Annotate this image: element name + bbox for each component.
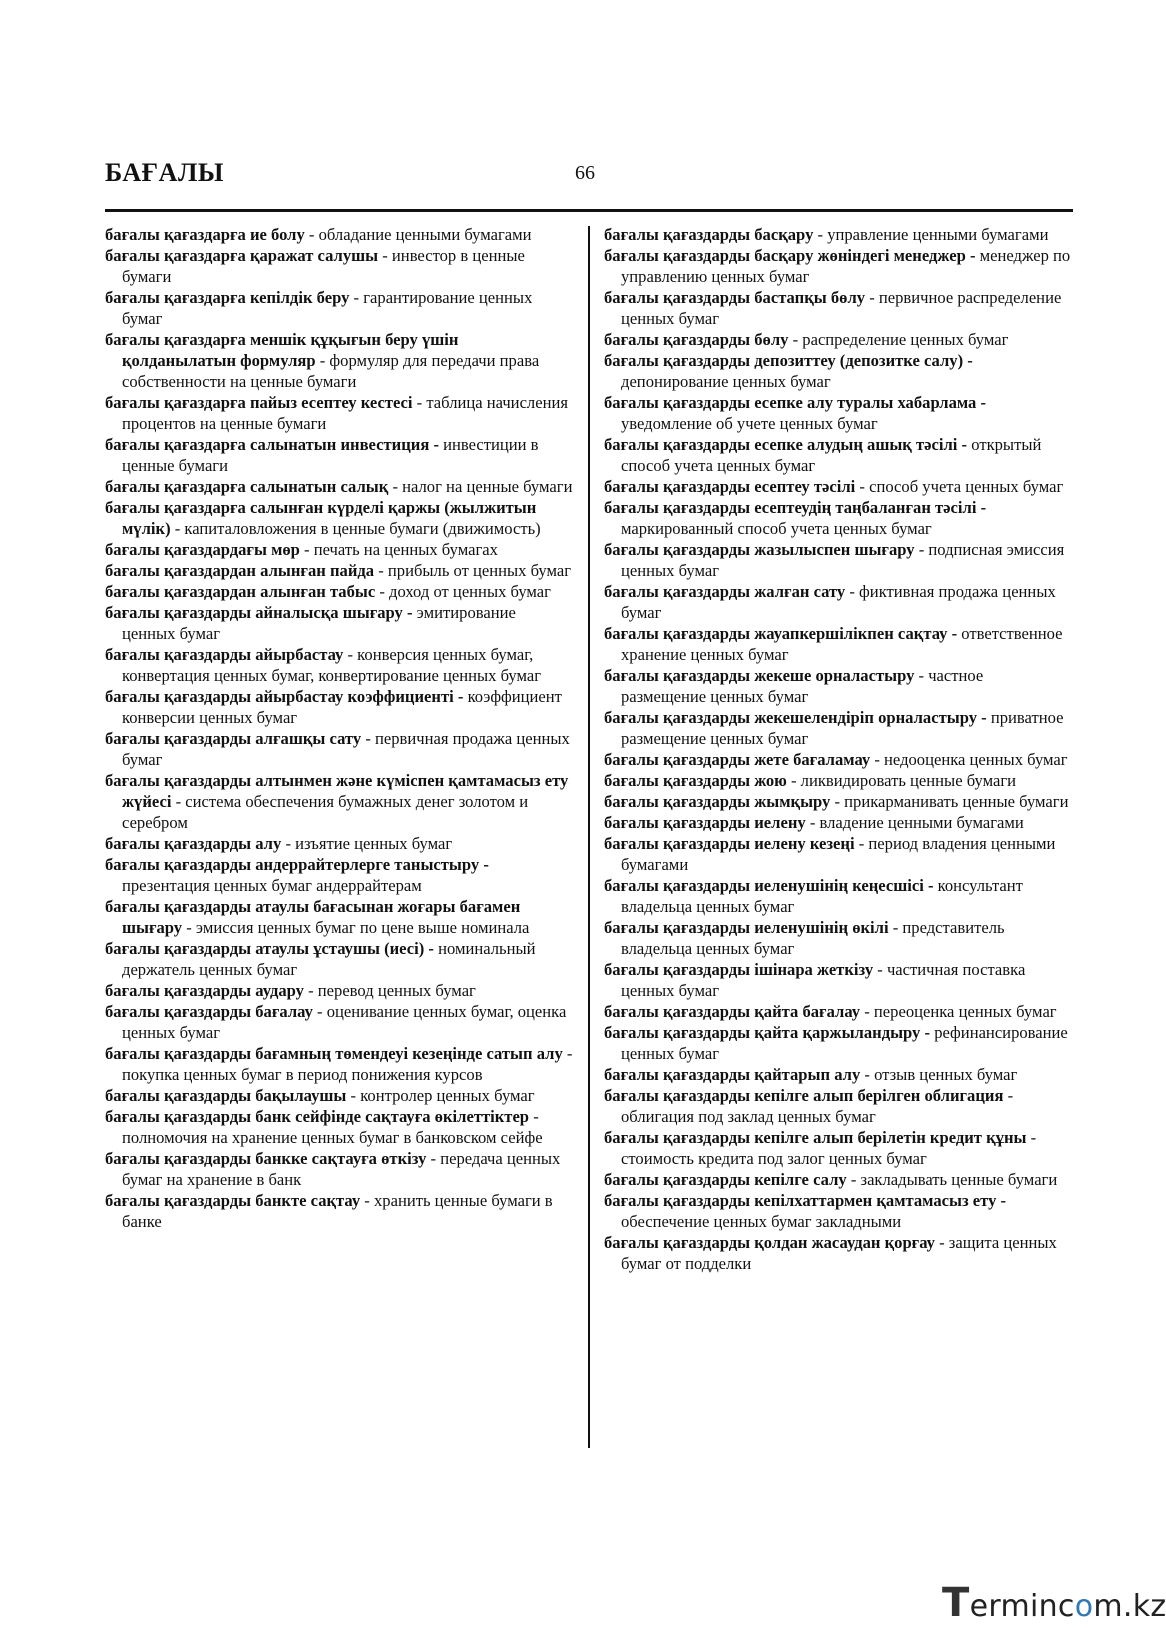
- dictionary-entry: [604, 749, 1072, 770]
- dictionary-entry: [604, 623, 1072, 665]
- entry-term: бағалы қағаздарға кепілдік беру: [105, 288, 350, 307]
- entry-definition: менеджер по управлению ценных бумаг: [621, 246, 1071, 286]
- entry-definition: - эмиссия ценных бумаг по цене выше номинала: [182, 918, 530, 937]
- entry-definition: - изъятие ценных бумаг: [281, 834, 453, 853]
- entry-term: бағалы қағаздарды алғашқы сату: [105, 729, 362, 748]
- entry-definition: - налог на ценные бумаги: [388, 477, 573, 496]
- entry-definition: - представитель владельца ценных бумаг: [621, 918, 1005, 958]
- dictionary-entry: [105, 1043, 573, 1085]
- dictionary-entry: [105, 854, 573, 896]
- dictionary-entry: [604, 812, 1072, 833]
- entry-term: бағалы қағаздарды есепке алудың ашық тәсілі -: [604, 435, 968, 454]
- entry-term: бағалы қағаздарды бағамның төмендеуі кезеңінде сатып алу: [105, 1044, 563, 1063]
- entry-definition: - конверсия ценных бумаг, конвертация ценных бумаг, конвертирование ценных бумаг: [122, 645, 542, 685]
- dictionary-entry: [105, 581, 573, 602]
- dictionary-entry: [105, 1106, 573, 1148]
- dictionary-entry: [604, 833, 1072, 875]
- dictionary-entry: [604, 791, 1072, 812]
- entry-definition: - инвестор в ценные бумаги: [122, 246, 525, 286]
- entry-definition: - распределение ценных бумаг: [788, 330, 1009, 349]
- dictionary-entry: [604, 224, 1072, 245]
- entry-definition: - покупка ценных бумаг в период понижения курсов: [122, 1044, 573, 1084]
- entry-term: бағалы қағаздарды жауапкершілікпен сақтау -: [604, 624, 958, 643]
- dictionary-entry: [604, 287, 1072, 329]
- entry-term: бағалы қағаздарды есептеудің таңбаланған тәсілі -: [604, 498, 987, 517]
- entry-definition: консультант владельца ценных бумаг: [621, 876, 1023, 916]
- entry-definition: номинальный держатель ценных бумаг: [122, 939, 536, 979]
- dictionary-entry: [604, 350, 1072, 392]
- entry-definition: - передача ценных бумаг на хранение в банк: [122, 1149, 561, 1189]
- entry-term: бағалы қағаздарды жекешелендіріп орналастыру -: [604, 708, 987, 727]
- dictionary-entry: [105, 1001, 573, 1043]
- entry-definition: эмитирование ценных бумаг: [122, 603, 516, 643]
- entry-term: бағалы қағаздарды иелену: [604, 813, 806, 832]
- entry-definition: ответственное хранение ценных бумаг: [621, 624, 1063, 664]
- entry-term: бағалы қағаздарды банк сейфінде сақтауға өкілеттіктер: [105, 1107, 530, 1126]
- entry-definition: - первичное распределение ценных бумаг: [621, 288, 1062, 328]
- entry-term: бағалы қағаздарды иеленушінің өкілі: [604, 918, 889, 937]
- entry-definition: - облигация под заклад ценных бумаг: [621, 1086, 1014, 1126]
- entry-term: бағалы қағаздарды жою: [604, 771, 787, 790]
- entry-definition: рефинансирование ценных бумаг: [621, 1023, 1068, 1063]
- entry-definition: - прибыль от ценных бумаг: [374, 561, 572, 580]
- dictionary-entry: [105, 539, 573, 560]
- entry-term: бағалы қағаздарды жазылыспен шығару: [604, 540, 915, 559]
- entry-definition: - доход от ценных бумаг: [375, 582, 551, 601]
- entry-term: бағалы қағаздарды жете бағаламау: [604, 750, 871, 769]
- entry-definition: - частичная поставка ценных бумаг: [621, 960, 1026, 1000]
- entry-definition: маркированный способ учета ценных бумаг: [621, 519, 932, 538]
- dictionary-entry: [604, 707, 1072, 749]
- entry-definition: - печать на ценных бумагах: [299, 540, 498, 559]
- dictionary-entry: [105, 770, 573, 833]
- entry-definition: - фиктивная продажа ценных бумаг: [621, 582, 1056, 622]
- dictionary-entry: [604, 434, 1072, 476]
- dictionary-entry: [604, 581, 1072, 623]
- entry-term: бағалы қағаздарға салынған күрделі қаржы (жылжитын мүлік): [105, 498, 537, 538]
- entry-term: бағалы қағаздарды есептеу тәсілі: [604, 477, 856, 496]
- dictionary-entry: [105, 329, 573, 392]
- entry-term: бағалы қағаздарды кепілге алып берілетін кредит құны: [604, 1128, 1027, 1147]
- entry-term: бағалы қағаздарды басқару: [604, 225, 814, 244]
- dictionary-entry: [604, 497, 1072, 539]
- dictionary-entry: [105, 1190, 573, 1232]
- entry-term: бағалы қағаздарды банкте сақтау: [105, 1191, 361, 1210]
- dictionary-entry: [105, 497, 573, 539]
- entry-term: бағалы қағаздарды бастапқы бөлу: [604, 288, 866, 307]
- dictionary-entry: [604, 1085, 1072, 1127]
- dictionary-entry: [604, 1190, 1072, 1232]
- entry-definition: - обладание ценными бумагами: [304, 225, 532, 244]
- entry-definition: - владение ценными бумагами: [805, 813, 1024, 832]
- entry-definition: - оценивание ценных бумаг, оценка ценных бумаг: [122, 1002, 567, 1042]
- entry-term: бағалы қағаздарға салынатын салық: [105, 477, 389, 496]
- dictionary-entry: [105, 896, 573, 938]
- dictionary-entry: [105, 224, 573, 245]
- entry-term: бағалы қағаздарды аудару: [105, 981, 304, 1000]
- dictionary-entry: [105, 287, 573, 329]
- entry-term: бағалы қағаздарды иеленушінің кеңесшісі -: [604, 876, 934, 895]
- entry-term: бағалы қағаздарды бақылаушы: [105, 1086, 347, 1105]
- entry-definition: - закладывать ценные бумаги: [846, 1170, 1058, 1189]
- entry-definition: - управление ценными бумагами: [813, 225, 1049, 244]
- entry-term: бағалы қағаздарға қаражат салушы: [105, 246, 379, 265]
- dictionary-entry: [105, 1085, 573, 1106]
- entry-definition: - капиталовложения в ценные бумаги (движимость): [170, 519, 541, 538]
- entry-term: бағалы қағаздарды атаулы ұстаушы (иесі) -: [105, 939, 434, 958]
- dictionary-entry: [604, 770, 1072, 791]
- dictionary-entry: [604, 329, 1072, 350]
- entry-term: бағалы қағаздарды айналысқа шығару -: [105, 603, 413, 622]
- entry-term: бағалы қағаздардан алынған табыс: [105, 582, 376, 601]
- entry-definition: - первичная продажа ценных бумаг: [122, 729, 570, 769]
- entry-term: бағалы қағаздарды айырбастау: [105, 645, 344, 664]
- dictionary-entry: [604, 665, 1072, 707]
- entry-definition: депонирование ценных бумаг: [621, 372, 831, 391]
- entry-term: бағалы қағаздарды қайта бағалау: [604, 1002, 861, 1021]
- entry-term: бағалы қағаздарды андеррайтерлерге таныстыру -: [105, 855, 489, 874]
- dictionary-entry: [604, 917, 1072, 959]
- entry-term: бағалы қағаздарды жымқыру: [604, 792, 831, 811]
- entry-definition: - защита ценных бумаг от подделки: [621, 1233, 1057, 1273]
- dictionary-entry: [105, 644, 573, 686]
- entry-term: бағалы қағаздарды атаулы бағасынан жоғары бағамен шығару: [105, 897, 521, 937]
- entry-term: бағалы қағаздарды кепілге алып берілген облигация: [604, 1086, 1004, 1105]
- dictionary-entry: [604, 245, 1072, 287]
- entry-definition: - полномочия на хранение ценных бумаг в банковском сейфе: [122, 1107, 543, 1147]
- entry-term: бағалы қағаздарды алтынмен және күміспен қамтамасыз ету жүйесі: [105, 771, 569, 811]
- entry-term: бағалы қағаздарға ие болу: [105, 225, 305, 244]
- right-column: [604, 224, 1072, 1274]
- entry-term: бағалы қағаздарға салынатын инвестиция -: [105, 435, 439, 454]
- entry-definition: открытый способ учета ценных бумаг: [621, 435, 1042, 475]
- entry-term: бағалы қағаздарды иелену кезеңі: [604, 834, 855, 853]
- entry-definition: - период владения ценными бумагами: [621, 834, 1056, 874]
- entry-term: бағалы қағаздарды қолдан жасаудан қорғау: [604, 1233, 935, 1252]
- entry-definition: приватное размещение ценных бумаг: [621, 708, 1064, 748]
- dictionary-entry: [105, 1148, 573, 1190]
- dictionary-entry: [604, 1127, 1072, 1169]
- entry-definition: коэффициент конверсии ценных бумаг: [122, 687, 562, 727]
- entry-term: бағалы қағаздарды бөлу: [604, 330, 789, 349]
- entry-definition: презентация ценных бумаг андеррайтерам: [122, 876, 422, 895]
- dictionary-entry: [604, 1169, 1072, 1190]
- left-column: [105, 224, 573, 1232]
- dictionary-entry: [604, 539, 1072, 581]
- entry-definition: - ликвидировать ценные бумаги: [786, 771, 1017, 790]
- dictionary-entry: [604, 1064, 1072, 1085]
- entry-term: бағалы қағаздарды бағалау: [105, 1002, 313, 1021]
- entry-term: бағалы қағаздарды қайта қаржыландыру -: [604, 1023, 931, 1042]
- dictionary-entry: [604, 875, 1072, 917]
- header-rule: [105, 209, 1073, 212]
- dictionary-entry: [105, 245, 573, 287]
- dictionary-entry: [105, 980, 573, 1001]
- entry-term: бағалы қағаздарды кепілхаттармен қамтамасыз ету -: [604, 1191, 1007, 1210]
- entry-term: бағалы қағаздарға пайыз есептеу кестесі: [105, 393, 413, 412]
- dictionary-entry: [105, 602, 573, 644]
- entry-definition: обеспечение ценных бумаг закладными: [621, 1212, 902, 1231]
- entry-term: бағалы қағаздарды банкке сақтауға өткізу: [105, 1149, 427, 1168]
- entry-definition: - перевод ценных бумаг: [303, 981, 476, 1000]
- dictionary-entry: [604, 1232, 1072, 1274]
- entry-definition: - переоценка ценных бумаг: [860, 1002, 1057, 1021]
- entry-term: бағалы қағаздарды ішінара жеткізу: [604, 960, 874, 979]
- entry-term: бағалы қағаздарды қайтарып алу: [604, 1065, 861, 1084]
- entry-definition: - недооценка ценных бумаг: [870, 750, 1068, 769]
- termincom-logo[interactable]: Termincom.kz: [942, 1580, 1166, 1626]
- dictionary-entry: [105, 560, 573, 581]
- dictionary-entry: [105, 392, 573, 434]
- entry-definition: - гарантирование ценных бумаг: [122, 288, 533, 328]
- dictionary-entry: [105, 938, 573, 980]
- entry-definition: - система обеспечения бумажных денег золотом и серебром: [122, 792, 529, 832]
- entry-definition: - подписная эмиссия ценных бумаг: [621, 540, 1065, 580]
- entry-definition: - таблица начисления процентов на ценные бумаги: [122, 393, 568, 433]
- entry-term: бағалы қағаздарды айырбастау коэффициенті -: [105, 687, 464, 706]
- entry-term: бағалы қағаздарды жалған сату: [604, 582, 846, 601]
- entry-term: бағалы қағаздарды кепілге салу: [604, 1170, 847, 1189]
- entry-definition: - частное размещение ценных бумаг: [621, 666, 984, 706]
- entry-term: бағалы қағаздарды басқару жөніндегі менеджер -: [604, 246, 976, 265]
- column-divider: [588, 226, 590, 1448]
- entry-definition: инвестиции в ценные бумаги: [122, 435, 539, 475]
- entry-term: бағалы қағаздардағы мөр: [105, 540, 300, 559]
- entry-definition: - прикарманивать ценные бумаги: [830, 792, 1069, 811]
- entry-term: бағалы қағаздарға меншік құқығын беру үшін қолданылатын формуляр: [105, 330, 459, 370]
- entry-definition: - контролер ценных бумаг: [346, 1086, 535, 1105]
- dictionary-entry: [604, 1022, 1072, 1064]
- entry-definition: - отзыв ценных бумаг: [860, 1065, 1018, 1084]
- dictionary-entry: [105, 434, 573, 476]
- dictionary-entry: [604, 1001, 1072, 1022]
- dictionary-entry: [105, 728, 573, 770]
- entry-definition: уведомление об учете ценных бумаг: [621, 414, 878, 433]
- dictionary-entry: [105, 833, 573, 854]
- dictionary-entry: [105, 476, 573, 497]
- page-number: 66: [575, 162, 595, 184]
- entry-term: бағалы қағаздарды есепке алу туралы хабарлама -: [604, 393, 987, 412]
- entry-definition: - хранить ценные бумаги в банке: [122, 1191, 553, 1231]
- dictionary-entry: [105, 686, 573, 728]
- entry-term: бағалы қағаздарды депозиттеу (депозитке салу) -: [604, 351, 973, 370]
- dictionary-entry: [604, 476, 1072, 497]
- dictionary-entry: [604, 959, 1072, 1001]
- entry-definition: - способ учета ценных бумаг: [855, 477, 1064, 496]
- entry-term: бағалы қағаздарды жекеше орналастыру: [604, 666, 915, 685]
- entry-definition: - стоимость кредита под залог ценных бумаг: [621, 1128, 1037, 1168]
- entry-term: бағалы қағаздарды алу: [105, 834, 282, 853]
- entry-definition: - формуляр для передачи права собственности на ценные бумаги: [122, 351, 540, 391]
- entry-term: бағалы қағаздардан алынған пайда: [105, 561, 375, 580]
- dictionary-entry: [604, 392, 1072, 434]
- section-title: БАҒАЛЫ: [105, 158, 224, 187]
